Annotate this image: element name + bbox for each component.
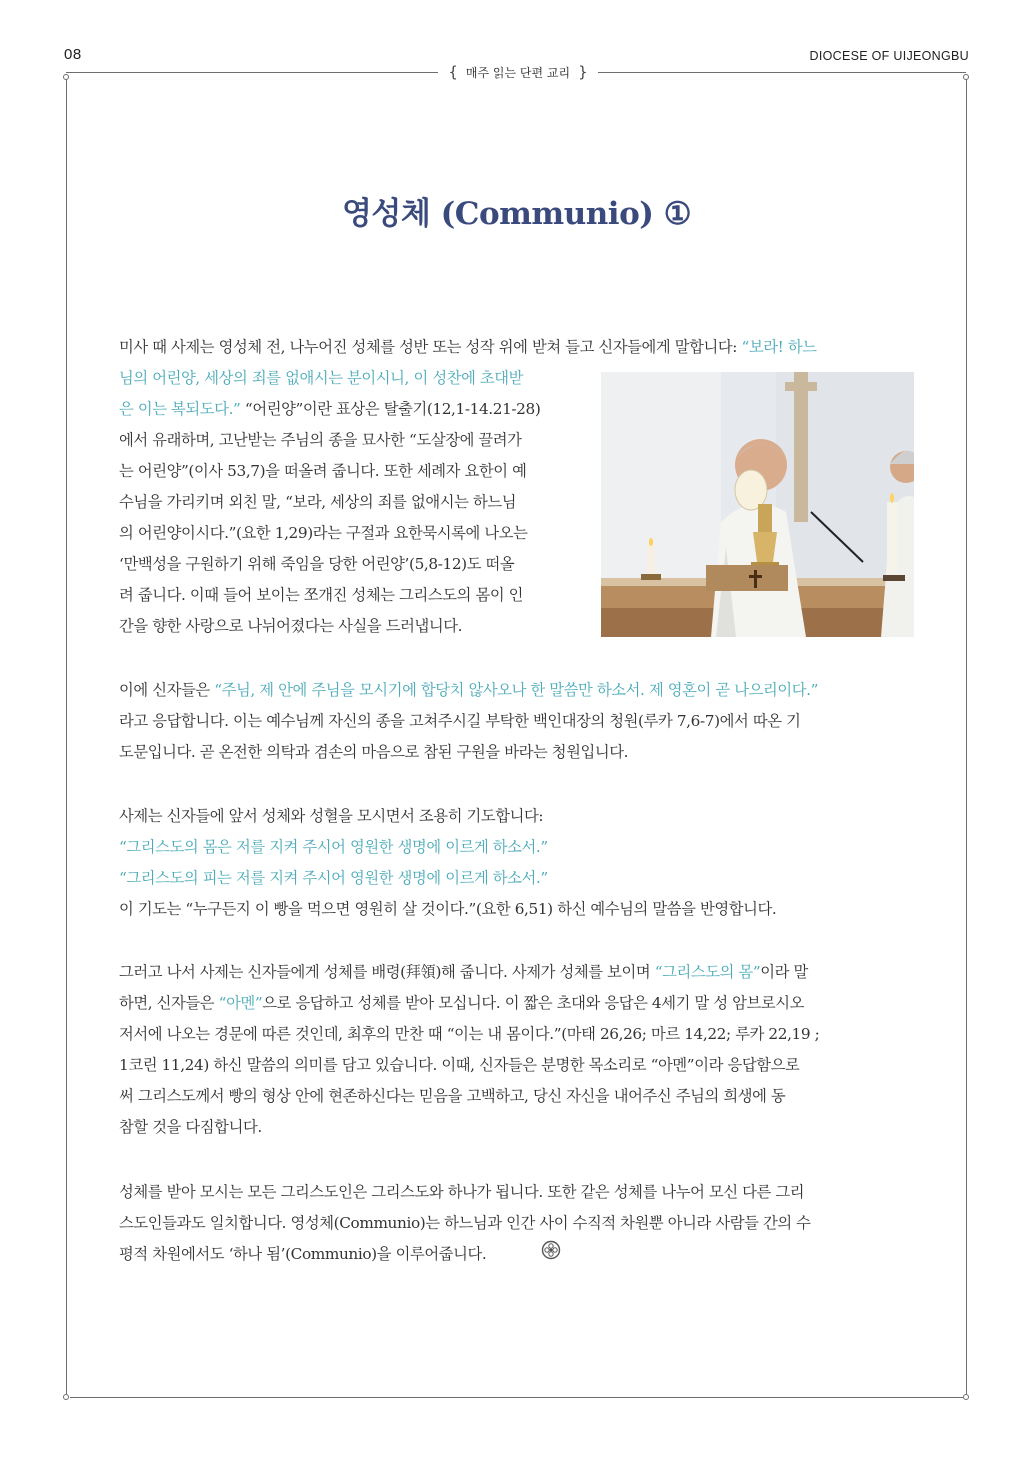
text-segment: 이라 말 — [760, 963, 808, 981]
text-line — [119, 737, 915, 768]
text-line — [119, 332, 915, 363]
text-line — [119, 988, 915, 1019]
highlighted-quote: “주님, 제 안에 주님을 모시기에 합당치 않사오나 한 말씀만 하소서. 제 영혼이 곧 나으리이다.” — [214, 681, 818, 699]
page-number: 08 — [64, 46, 82, 63]
text-segment: ‘만백성을 구원하기 위해 죽임을 당한 어린양’(5,8-12)도 떠올 — [119, 555, 515, 573]
text-line — [119, 1208, 915, 1239]
text-line — [119, 1019, 915, 1050]
text-segment: 으로 응답하고 성체를 받아 모십니다. 이 짧은 초대와 응답은 4세기 말 성 암브로시오 — [262, 994, 805, 1012]
text-segment: 의 어린양이시다.”(요한 1,29)라는 구절과 요한묵시록에 나오는 — [119, 524, 528, 542]
highlighted-quote: “그리스도의 피는 저를 지켜 주시어 영원한 생명에 이르게 하소서.” — [119, 869, 548, 887]
section-label — [438, 62, 598, 82]
text-segment: 려 줍니다. 이때 들어 보이는 쪼개진 성체는 그리스도의 몸이 인 — [119, 586, 524, 604]
text-segment: 1코린 11,24) 하신 말씀의 의미를 담고 있습니다. 이때, 신자들은 분명한 목소리로 “아멘”이라 응답함으로 — [119, 1056, 800, 1074]
publisher-name: DIOCESE OF UIJEONGBU — [809, 49, 969, 63]
header-rule-left — [66, 72, 438, 73]
text-segment: 수님을 가리키며 외친 말, “보라, 세상의 죄를 없애시는 하느님 — [119, 493, 517, 511]
text-segment: 써 그리스도께서 빵의 형상 안에 현존하신다는 믿음을 고백하고, 당신 자신을 내어주신 주님의 희생에 동 — [119, 1087, 786, 1105]
text-line — [119, 957, 915, 988]
highlighted-quote: “아멘” — [218, 994, 263, 1012]
highlighted-quote: “그리스도의 몸은 저를 지켜 주시어 영원한 생명에 이르게 하소서.” — [119, 838, 548, 856]
text-segment: 저서에 나오는 경문에 따른 것인데, 최후의 만찬 때 “이는 내 몸이다.”(마태 26,26; 마르 14,22; 루카 22,19 ; — [119, 1025, 820, 1043]
flower-end-mark-icon — [541, 1240, 561, 1260]
corner-dot-bottom-right — [963, 1394, 969, 1400]
text-segment: 스도인들과도 일치합니다. 영성체(Communio)는 하느님과 인간 사이 수직적 차원뿐 아니라 사람들 간의 수 — [119, 1214, 811, 1232]
text-line — [119, 863, 915, 894]
text-segment: 사제는 신자들에 앞서 성체와 성혈을 모시면서 조용히 기도합니다: — [119, 807, 544, 825]
highlighted-quote: 님의 어린양, 세상의 죄를 없애시는 분이시니, 이 성찬에 초대받 — [119, 369, 524, 387]
text-segment: 라고 응답합니다. 이는 예수님께 자신의 종을 고쳐주시길 부탁한 백인대장의 청원(루카 7,6-7)에서 따온 기 — [119, 712, 801, 730]
text-segment: 도문입니다. 곧 온전한 의탁과 겸손의 마음으로 참된 구원을 바라는 청원입니다. — [119, 743, 629, 761]
highlighted-quote: “그리스도의 몸” — [654, 963, 761, 981]
text-segment: 간을 향한 사랑으로 나뉘어졌다는 사실을 드러냅니다. — [119, 617, 463, 635]
text-segment: 평적 차원에서도 ‘하나 됨’(Communio)을 이루어줍니다. — [119, 1245, 487, 1263]
text-line — [119, 1050, 915, 1081]
corner-dot-top-left — [63, 74, 69, 80]
text-segment: 는 어린양”(이사 53,7)을 떠올려 줍니다. 또한 세례자 요한이 예 — [119, 462, 527, 480]
frame-left — [66, 78, 67, 1394]
text-line — [119, 675, 915, 706]
text-segment: 미사 때 사제는 영성체 전, 나누어진 성체를 성반 또는 성작 위에 받쳐 들고 신자들에게 말합니다: — [119, 338, 742, 356]
highlighted-quote: 은 이는 복되도다.” — [119, 400, 241, 418]
text-line — [119, 1177, 915, 1208]
text-segment: 에서 유래하며, 고난받는 주님의 종을 묘사한 “도살장에 끌려가 — [119, 431, 522, 449]
text-line — [119, 894, 915, 925]
section-title: 매주 읽는 단편 교리 — [465, 65, 571, 80]
paragraph-5 — [119, 1177, 915, 1270]
highlighted-quote: “보라! 하느 — [741, 338, 817, 356]
text-line — [119, 832, 915, 863]
page-title: 영성체 (Communio) ① — [341, 196, 692, 232]
paragraph-2 — [119, 675, 915, 768]
corner-dot-top-right — [963, 74, 969, 80]
frame-bottom — [70, 1397, 963, 1398]
text-line — [119, 1081, 915, 1112]
text-segment: 참할 것을 다짐합니다. — [119, 1118, 262, 1136]
text-line — [119, 1239, 915, 1270]
text-segment: 성체를 받아 모시는 모든 그리스도인은 그리스도와 하나가 됩니다. 또한 같은 성체를 나누어 모신 다른 그리 — [119, 1183, 805, 1201]
text-line — [119, 801, 915, 832]
text-segment: “어린양”이란 표상은 탈출기(12,1-14.21-28) — [240, 400, 541, 418]
corner-dot-bottom-left — [63, 1394, 69, 1400]
text-segment: 이에 신자들은 — [119, 681, 215, 699]
header-rule-right — [598, 72, 966, 73]
paragraph-4 — [119, 957, 915, 1143]
frame-right — [966, 78, 967, 1394]
text-line — [119, 706, 915, 737]
brace-open: { — [448, 62, 458, 81]
text-segment: 이 기도는 “누구든지 이 빵을 먹으면 영원히 살 것이다.”(요한 6,51) 하신 예수님의 말씀을 반영합니다. — [119, 900, 777, 918]
paragraph-3 — [119, 801, 915, 925]
text-line — [119, 1112, 915, 1143]
text-segment: 하면, 신자들은 — [119, 994, 219, 1012]
text-segment: 그러고 나서 사제는 신자들에게 성체를 배령(拜領)해 줍니다. 사제가 성체를 보이며 — [119, 963, 655, 981]
brace-close: } — [578, 62, 588, 81]
priest-elevating-host-photo — [601, 372, 914, 637]
